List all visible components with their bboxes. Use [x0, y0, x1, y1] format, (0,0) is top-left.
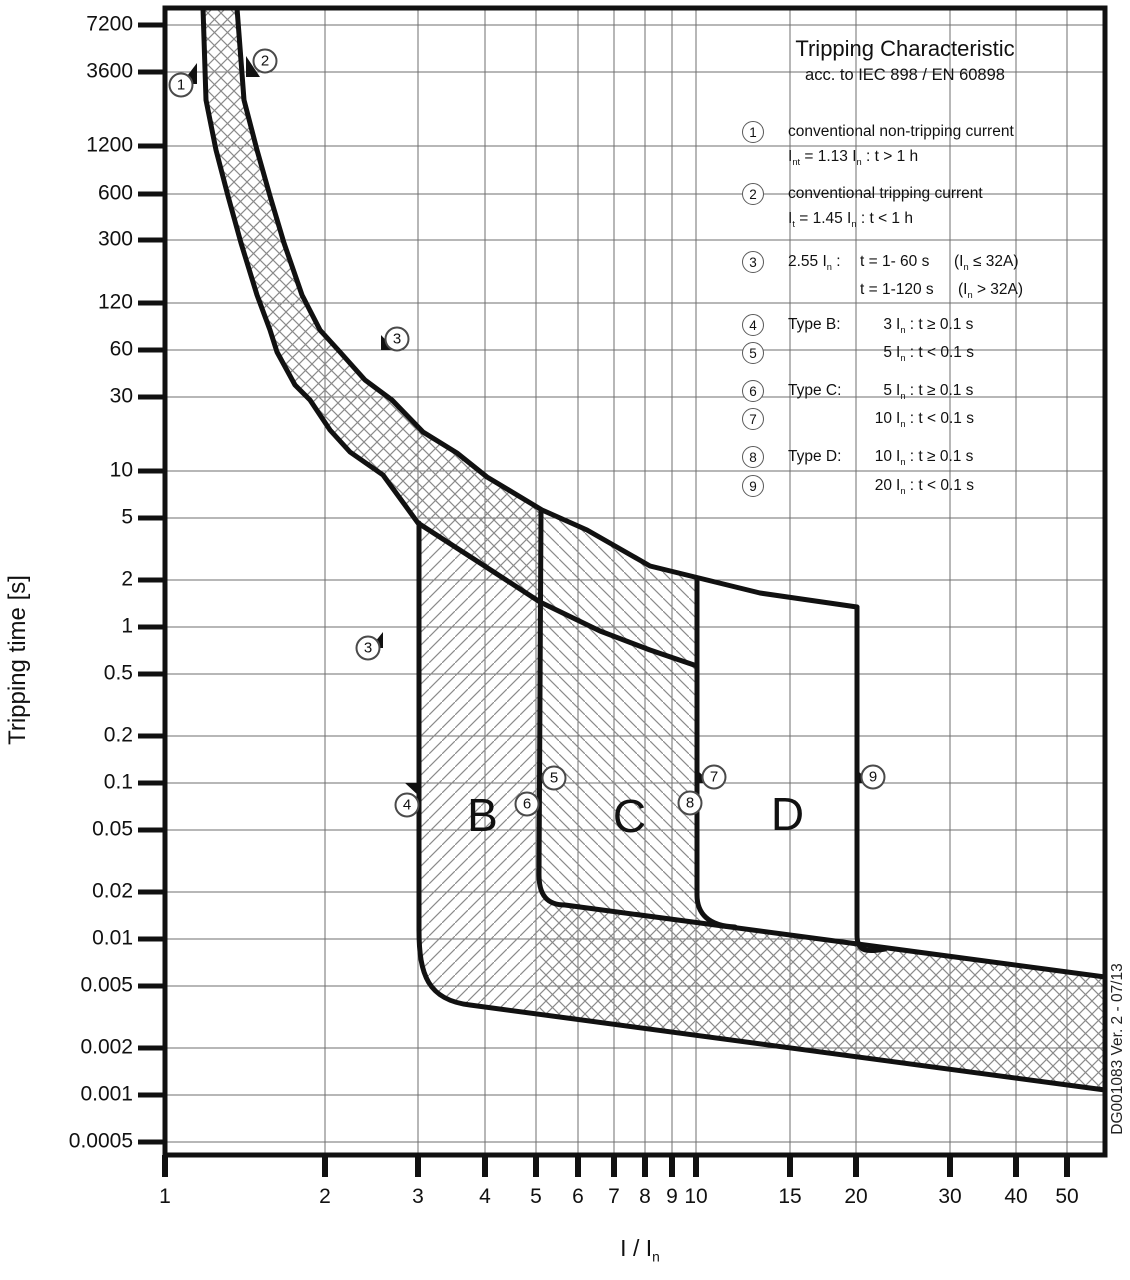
legend-multiple: 10 — [874, 410, 892, 427]
legend-item-6-value — [850, 382, 973, 400]
document-id-note: DG001083 Ver. 2 - 07/13 — [1109, 963, 1126, 1135]
y-tick-label: 0.02 — [92, 879, 133, 903]
legend-item-8-value — [850, 448, 973, 466]
characteristic-curve — [697, 578, 735, 927]
legend-item-1-line1: conventional non-tripping current — [788, 123, 1014, 140]
legend-condition: $I_n$ : t < 0.1 s — [896, 477, 974, 497]
y-tick-label: 30 — [109, 384, 133, 408]
x-tick — [533, 1155, 539, 1177]
legend-item-4-value — [850, 316, 973, 334]
y-tick-label: 2 — [121, 567, 133, 591]
legend-circle-7: 7 — [742, 408, 764, 430]
legend-condition: $I_n$ : t < 0.1 s — [896, 344, 974, 364]
x-tick-label: 4 — [479, 1185, 491, 1208]
legend-circle-4: 4 — [742, 314, 764, 336]
y-tick — [138, 1093, 165, 1098]
y-tick — [138, 984, 165, 989]
y-tick — [138, 734, 165, 739]
x-tick — [1013, 1155, 1019, 1177]
legend-circle-1: 1 — [742, 121, 764, 143]
legend-item-1-line2: $I_{nt} = 1.13$ $I_n$ : t > 1 h — [788, 148, 919, 168]
y-tick-label: 0.2 — [103, 723, 133, 747]
legend-multiple: 3 — [883, 316, 892, 333]
annotation-marker-1: 1 — [169, 73, 194, 98]
y-tick-label: 0.0005 — [68, 1129, 133, 1153]
x-tick-label: 7 — [608, 1185, 620, 1208]
annotation-marker-6: 6 — [515, 792, 540, 817]
region-label-B: B — [467, 789, 499, 841]
y-tick — [138, 625, 165, 630]
y-tick — [138, 192, 165, 197]
y-tick-label: 7200 — [86, 12, 133, 36]
y-tick — [138, 890, 165, 895]
y-tick — [138, 828, 165, 833]
legend-item-2-line1: conventional tripping current — [788, 185, 983, 202]
legend-item-3-cond1: $(I_n \le 32A)$ — [954, 253, 1019, 273]
region-label-C: C — [612, 790, 648, 842]
legend-multiple: 5 — [883, 382, 892, 399]
y-tick — [138, 70, 165, 75]
annotation-marker-8: 8 — [678, 791, 703, 816]
annotation-marker-3: 3 — [356, 636, 381, 661]
x-tick-label: 9 — [666, 1185, 678, 1208]
y-tick-label: 5 — [121, 505, 133, 529]
legend-item-5-value — [850, 344, 974, 362]
x-tick — [853, 1155, 859, 1177]
y-tick — [138, 516, 165, 521]
y-tick-label: 120 — [97, 290, 133, 314]
x-tick-label: 50 — [1055, 1185, 1079, 1208]
x-tick-label: 5 — [530, 1185, 542, 1208]
x-tick — [947, 1155, 953, 1177]
legend-title: Tripping Characteristic — [795, 36, 1015, 61]
legend-item-3-line1: t = 1- 60 s — [860, 253, 930, 270]
y-tick-label: 0.005 — [80, 973, 133, 997]
legend-circle-2: 2 — [742, 183, 764, 205]
x-tick-label: 8 — [639, 1185, 651, 1208]
y-tick — [138, 23, 165, 28]
y-axis-title: Tripping time [s] — [4, 575, 31, 745]
annotation-marker-5: 5 — [542, 766, 567, 791]
legend-circle-5: 5 — [742, 342, 764, 364]
legend-multiple: 5 — [883, 344, 892, 361]
x-tick — [787, 1155, 793, 1177]
annotation-marker-9: 9 — [861, 765, 886, 790]
legend-circle-3: 3 — [742, 251, 764, 273]
y-tick-label: 600 — [97, 181, 133, 205]
y-tick — [138, 395, 165, 400]
legend-item-4-type: Type B: — [788, 316, 841, 333]
y-tick-label: 60 — [109, 337, 133, 361]
x-tick — [415, 1155, 421, 1177]
y-tick-label: 0.1 — [103, 770, 133, 794]
x-tick-label: 6 — [572, 1185, 584, 1208]
legend-circle-8: 8 — [742, 446, 764, 468]
y-tick-label: 0.001 — [80, 1082, 133, 1106]
y-tick-label: 1200 — [86, 133, 133, 157]
x-tick-label: 20 — [844, 1185, 868, 1208]
x-tick — [322, 1155, 328, 1177]
y-tick — [138, 781, 165, 786]
legend-condition: $I_n$ : t ≥ 0.1 s — [896, 448, 974, 468]
x-tick-label: 15 — [778, 1185, 802, 1208]
legend-item-2-line2: $I_t = 1.45$ $I_n$ : t < 1 h — [788, 210, 913, 230]
y-tick — [138, 301, 165, 306]
y-tick — [138, 144, 165, 149]
x-tick — [611, 1155, 617, 1177]
x-tick — [669, 1155, 675, 1177]
y-tick-label: 0.05 — [92, 817, 133, 841]
x-tick-label: 30 — [938, 1185, 962, 1208]
x-tick-label: 2 — [319, 1185, 331, 1208]
x-tick — [482, 1155, 488, 1177]
y-tick — [138, 469, 165, 474]
annotation-marker-2: 2 — [253, 49, 278, 74]
legend-multiple: 10 — [874, 448, 892, 465]
x-axis-title: I / $I_n$ — [620, 1235, 660, 1265]
x-tick — [162, 1155, 168, 1177]
x-tick — [693, 1155, 699, 1177]
legend-item-9-value — [850, 477, 974, 495]
y-tick-label: 0.002 — [80, 1035, 133, 1059]
x-tick-label: 1 — [159, 1185, 171, 1208]
legend-item-8-type: Type D: — [788, 448, 842, 465]
legend-item-3-cond2: $(I_n > 32A)$ — [958, 281, 1024, 301]
y-tick-label: 1 — [121, 614, 133, 638]
x-tick — [575, 1155, 581, 1177]
y-tick-label: 300 — [97, 227, 133, 251]
x-tick-label: 3 — [412, 1185, 424, 1208]
legend-item-3-line2: t = 1-120 s — [860, 281, 934, 298]
y-tick — [138, 578, 165, 583]
annotation-marker-4: 4 — [395, 793, 420, 818]
legend-item-6-type: Type C: — [788, 382, 842, 399]
annotation-marker-3: 3 — [385, 327, 410, 352]
legend-multiple: 20 — [874, 477, 892, 494]
y-tick-label: 0.5 — [103, 661, 133, 685]
legend-item-3-pre: 2.55 $I_n$ : — [788, 253, 841, 273]
y-tick-label: 3600 — [86, 59, 133, 83]
legend-condition: $I_n$ : t ≥ 0.1 s — [896, 316, 974, 336]
y-tick-label: 0.01 — [92, 926, 133, 950]
y-tick-label: 10 — [109, 458, 133, 482]
y-tick — [138, 672, 165, 677]
legend-condition: $I_n$ : t ≥ 0.1 s — [896, 382, 974, 402]
hatched-regions — [203, 8, 1105, 1090]
region-label-D: D — [770, 788, 806, 840]
y-tick — [138, 1140, 165, 1145]
legend-item-7-value — [850, 410, 974, 428]
x-tick — [1064, 1155, 1070, 1177]
y-tick — [138, 348, 165, 353]
y-tick — [138, 937, 165, 942]
x-tick-label: 10 — [684, 1185, 708, 1208]
annotation-marker-7: 7 — [702, 765, 727, 790]
legend-circle-9: 9 — [742, 475, 764, 497]
legend-condition: $I_n$ : t < 0.1 s — [896, 410, 974, 430]
x-tick — [642, 1155, 648, 1177]
type-C-band — [203, 8, 1105, 1090]
y-tick — [138, 1046, 165, 1051]
x-tick-label: 40 — [1004, 1185, 1028, 1208]
legend-subtitle: acc. to IEC 898 / EN 60898 — [805, 66, 1005, 84]
legend-circle-6: 6 — [742, 380, 764, 402]
y-tick — [138, 238, 165, 243]
